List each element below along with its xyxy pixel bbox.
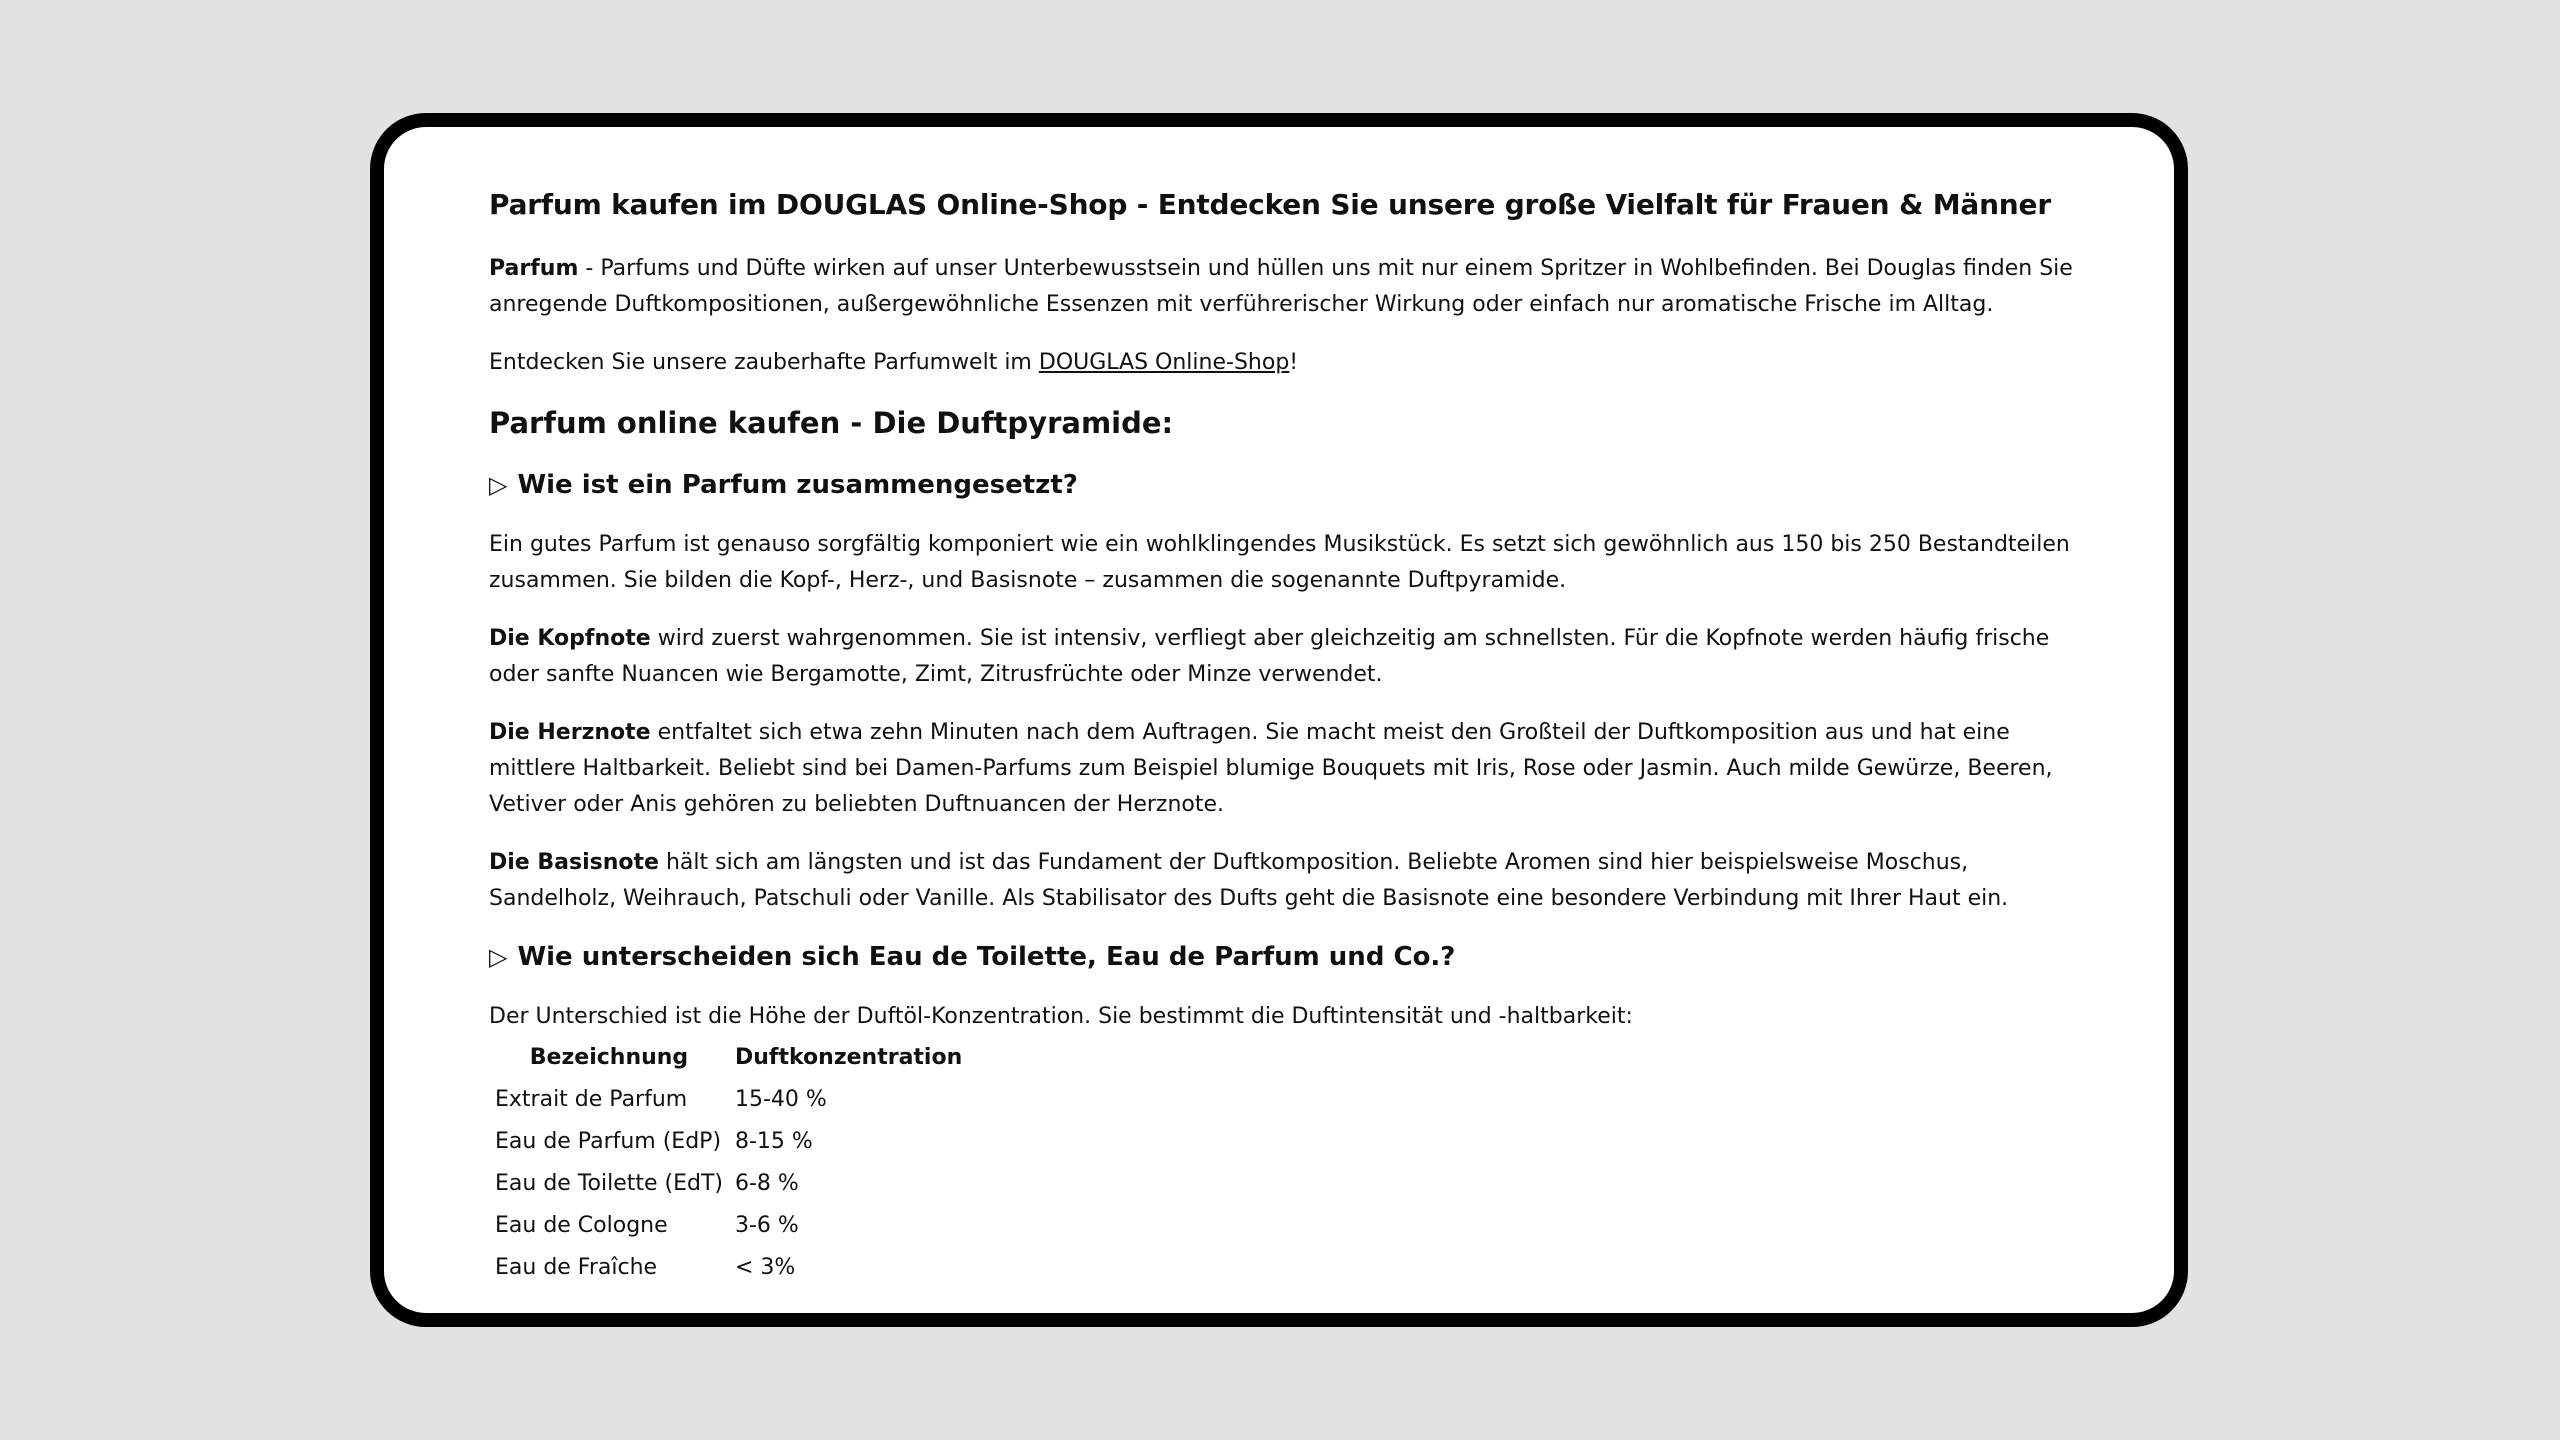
discover-after: ! — [1289, 350, 1299, 375]
table-row — [489, 1121, 968, 1163]
discover-paragraph — [489, 345, 2079, 381]
table-row — [489, 1247, 968, 1289]
table-cell-name: Eau de Toilette (EdT) — [495, 1171, 723, 1196]
table-cell-value: 3-6 % — [734, 1213, 799, 1238]
table-row — [489, 1163, 968, 1205]
concentration-table — [489, 1041, 968, 1289]
table-cell-value: 6-8 % — [734, 1171, 799, 1196]
page-title: Parfum kaufen im DOUGLAS Online-Shop - Entdecken Sie unsere große Vielfalt für Frauen & Männer — [489, 188, 2051, 221]
table-cell-name: Extrait de Parfum — [495, 1087, 688, 1112]
note-label: Die Basisnote — [489, 850, 659, 875]
note-paragraph-herznote — [489, 715, 2079, 823]
table-header-row — [489, 1041, 968, 1079]
note-text: entfaltet sich etwa zehn Minuten nach dem Auftragen. Sie macht meist den Großteil der Duftkomposition aus und hat eine mittlere Haltbarkeit. Beliebt sind bei Damen-Parfums zum Beispiel blumige Bouquets mit Iris, Rose oder Jasmin. Auch milde Gewürze, Beeren, Vetiver oder Anis gehören zu beliebten Duftnuancen der Herznote. — [489, 720, 2053, 817]
article-content — [489, 185, 2079, 1289]
triangle-right-icon: ▷ — [489, 471, 508, 499]
concentration-intro: Der Unterschied ist die Höhe der Duftöl-Konzentration. Sie bestimmt die Duftintensität und -haltbarkeit: — [489, 1004, 1633, 1029]
table-cell-name: Eau de Fraîche — [495, 1255, 658, 1280]
table-cell-name: Eau de Parfum (EdP) — [495, 1129, 722, 1154]
intro-text: - Parfums und Düfte wirken auf unser Unterbewusstsein und hüllen uns mit nur einem Spritzer in Wohlbefinden. Bei Douglas finden Sie anregende Duftkompositionen, außergewöhnliche Essenzen mit verführerischer Wirkung oder einfach nur aromatische Frische im Alltag. — [489, 256, 2073, 317]
note-text: wird zuerst wahrgenommen. Sie ist intensiv, verfliegt aber gleichzeitig am schnellsten. Für die Kopfnote werden häufig frische oder sanfte Nuancen wie Bergamotte, Zimt, Zitrusfrüchte oder Minze verwendet. — [489, 626, 2050, 687]
note-label: Die Herznote — [489, 720, 651, 745]
table-cell-value: 8-15 % — [734, 1129, 813, 1154]
note-paragraph-kopfnote — [489, 621, 2079, 693]
question-title: Wie ist ein Parfum zusammengesetzt? — [517, 470, 1078, 500]
table-row — [489, 1205, 968, 1247]
table-header-name: Bezeichnung — [529, 1045, 689, 1070]
note-text: hält sich am längsten und ist das Fundament der Duftkomposition. Beliebte Aromen sind hier beispielsweise Moschus, Sandelholz, Weihrauch, Patschuli oder Vanille. Als Stabilisator des Dufts geht die Basisnote eine besondere Verbindung mit Ihrer Haut ein. — [489, 850, 2009, 911]
question-heading-types — [489, 939, 2079, 975]
question-heading-composition — [489, 467, 2079, 503]
intro-paragraph — [489, 251, 2079, 323]
table-row — [489, 1079, 968, 1121]
table-cell-value: < 3% — [734, 1255, 796, 1280]
question-title: Wie unterscheiden sich Eau de Toilette, Eau de Parfum und Co.? — [517, 942, 1456, 972]
table-header-concentration: Duftkonzentration — [734, 1045, 963, 1070]
douglas-shop-link[interactable]: DOUGLAS Online-Shop — [1038, 350, 1290, 375]
triangle-right-icon: ▷ — [489, 943, 508, 971]
table-cell-value: 15-40 % — [734, 1087, 827, 1112]
intro-bold: Parfum — [489, 256, 579, 281]
discover-text: Entdecken Sie unsere zauberhafte Parfumwelt im — [489, 350, 1039, 375]
device-frame — [370, 113, 2188, 1327]
section-title: Parfum online kaufen - Die Duftpyramide: — [489, 406, 1174, 440]
table-cell-name: Eau de Cologne — [495, 1213, 668, 1238]
composition-paragraph: Ein gutes Parfum ist genauso sorgfältig komponiert wie ein wohlklingendes Musikstück. Es setzt sich gewöhnlich aus 150 bis 250 Bestandteilen zusammen. Sie bilden die Kopf-, Herz-, und Basisnote – zusammen die sogenannte Duftpyramide. — [489, 532, 2070, 593]
note-paragraph-basisnote — [489, 845, 2079, 917]
note-label: Die Kopfnote — [489, 626, 651, 651]
